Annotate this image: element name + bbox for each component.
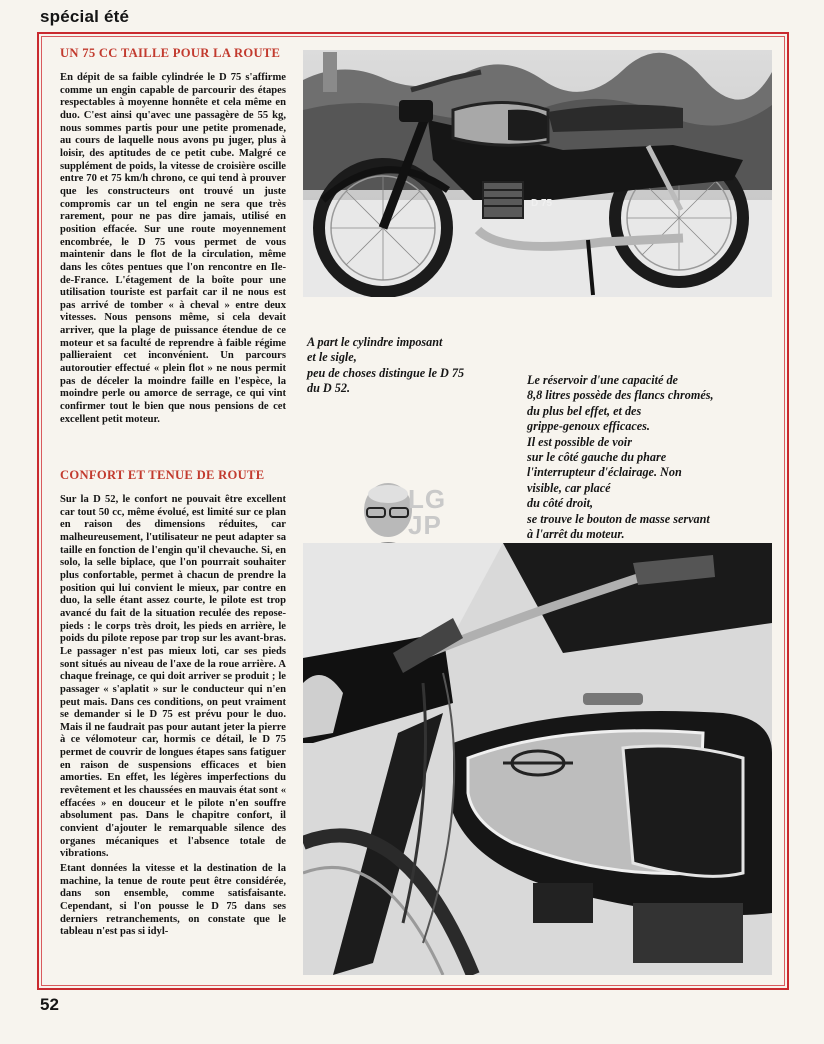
caption-line: du D 52. (307, 381, 351, 396)
paragraph-confort: Sur la D 52, le confort ne pouvait être excellent car tout 50 cc, même évolué, est limité sur ce plan en raison des dimensions réduites, car malheureusement, l'utilisateur ne peut adapter sa taille en fonction de l'engin qu'il chevauche. Si, en solo, la selle biplace, que l'on pourrait souhaiter plus confortable, permet à chacun de prendre la position qui lui convient le mieux, par contre en duo, la selle étant assez courte, le pilote est trop avancé du fait de la situation reculée des repose-pieds : le corps très droit, les pieds en arrière, le poids du pilote repose par trop sur les avant-bras. Le passager n'est pas mieux loti, car ses pieds sont situés au niveau de l'axe de la roue arrière. A chaque freinage, ce qui doit arriver se produit ; le passager « s'aplatit » sur le conducteur qui n'en peut mais. Dans ces conditions, on peut vraiment se demander si le D 75 est prévu pour le duo. Mais il ne faudrait pas pour autant jeter la pierre à ce vélomoteur car, hormis ce détail, le D 75 permet de couvrir de longues étapes sans fatiguer en raison de suspensions efficaces et bien amorties. En effet, les légères imperfections du revêtement et les chaussées en mauvais état sont « effacées » en douceur et le pilote n'en souffre absolument pas. Dans le chapitre confort, il convient d'ajouter le remarquable silence des organes mécaniques et l'absence totale de vibrations. (60, 494, 286, 860)
caption-line: A part le cylindre imposant (307, 335, 443, 349)
heading-confort: CONFORT ET TENUE DE ROUTE (60, 468, 265, 482)
photo-moped-side (303, 50, 772, 297)
tank-closeup-illustration (303, 543, 772, 975)
caption-line: l'interrupteur d'éclairage. Non (527, 465, 682, 480)
heading-route: UN 75 CC TAILLE POUR LA ROUTE (60, 46, 281, 60)
photo-badge-text: D 75 (531, 198, 553, 209)
paragraph-route: En dépit de sa faible cylindrée le D 75 s'affirme comme un engin capable de parcourir des étapes respectables à moyenne honnête et cela même en duo. C'est ainsi qu'avec une passagère de 55 kg, nous sommes partis pour une petite promenade, au cours de laquelle nous avons pu juger, plus à loisir, des aptitudes de ce petit cube. Malgré ce supplément de poids, la vitesse de croisière oscille entre 70 et 75 km/h chrono, ce qui tend à prouver que les constructeurs ont trouvé un juste compromis car un tel engin ne sera que très rarement, pour ne pas dire jamais, utilisé en position effacée. Sur une route moyennement encombrée, le D 75 vous permet de vous maintenir dans le flot de la circulation, même dans les côtes pentues que l'on rencontre en Ile-de-France. L'étagement de la boîte pour une utilisation touriste est parfait car il ne nous est pas arrivé de tomber « à cheval » entre deux vitesses. Nous pensons même, si cela devait arriver, que la plage de puissance étendue de ce moteur et sa faculté de reprendre à faible régime pallieraient cet inconvénient. Un parcours autoroutier effectué « plein flot » ne nous permit pas de déceler la moindre faille en l'espèce, la moindre perle ou amorce de serrage, ce qui vint confirmer tout le bien que nous pensions de cet excellent petit moteur. (60, 72, 286, 425)
caption-line: sur le côté gauche du phare (527, 450, 667, 465)
section-header: spécial été (40, 7, 130, 26)
caption-line: grippe-genoux efficaces. (527, 419, 650, 434)
caption-line: du côté droit, (527, 496, 594, 511)
photo-tank-closeup (303, 543, 772, 975)
caption-photo-side (307, 335, 517, 397)
article-column-2 (60, 494, 286, 972)
caption-photo-tank (527, 373, 777, 542)
caption-line: Il est possible de voir (527, 434, 632, 449)
caption-line: à l'arrêt du moteur. (527, 527, 625, 542)
caption-line: du plus bel effet, et des (527, 403, 642, 418)
page-number: 52 (40, 995, 59, 1014)
caption-line: visible, car placé (527, 480, 611, 495)
caption-line: Le réservoir d'une capacité de (527, 373, 678, 387)
article-column-1 (60, 72, 286, 434)
paragraph-tenue: Etant données la vitesse et la destination de la machine, la tenue de route peut être considérée, dans son ensemble, comme satisfaisante. Cependant, si l'on pousse le D 75 dans ses derniers retranchements, on constate que le tableau n'est pas si idyl- (60, 863, 286, 938)
caption-line: et le sigle, (307, 350, 357, 365)
moped-side-illustration (303, 50, 772, 297)
caption-line: se trouve le bouton de masse servant (527, 511, 710, 526)
caption-line: peu de choses distingue le D 75 (307, 365, 465, 380)
caption-line: 8,8 litres possède des flancs chromés, (527, 388, 714, 403)
watermark-text: LG JP (408, 484, 447, 540)
